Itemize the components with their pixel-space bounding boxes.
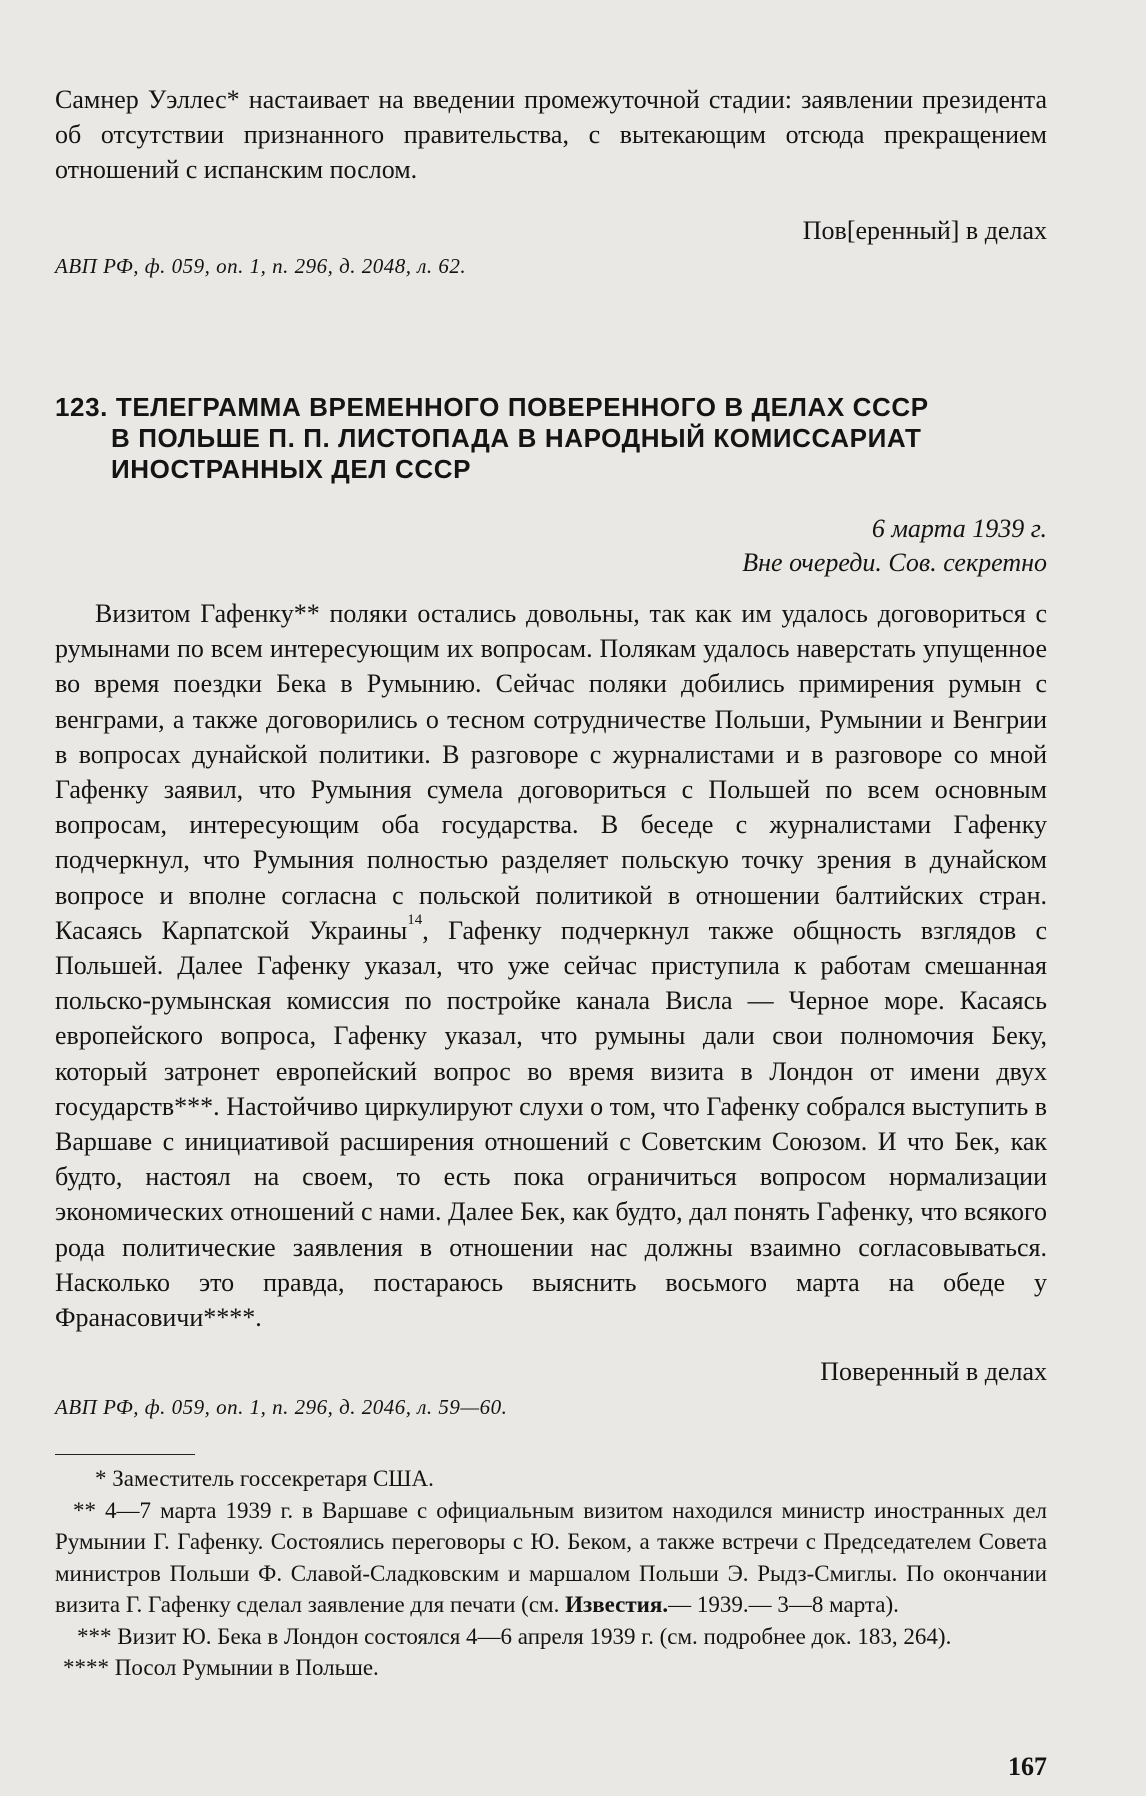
footnotes	[55, 1463, 1047, 1684]
previous-document-signature: Пов[еренный] в делах	[802, 215, 1047, 245]
previous-document-paragraph: Самнер Уэллес* настаивает на введении промежуточной стадии: заявлении президента об отсутствии признанного правительства, с вытекающим отсюда прекращением отношений с испанским послом.	[55, 85, 1047, 185]
document-body	[55, 596, 1047, 1420]
footnote-separator	[55, 1454, 195, 1455]
footnote-3: *** Визит Ю. Бека в Лондон состоялся 4—6 апреля 1939 г. (см. подробнее док. 183, 264).	[77, 1623, 952, 1649]
previous-document-archive-reference: АВП РФ, ф. 059, оп. 1, п. 296, д. 2048, л. 62.	[55, 253, 467, 278]
title-line-3: ИНОСТРАННЫХ ДЕЛ СССР	[111, 454, 472, 484]
footnote-reference-14: 14	[407, 911, 423, 928]
telegram-text: Визитом Гафенку** поляки остались довольны, так как им удалось договориться с румынами по всем интересующим их вопросам. Полякам удалось наверстать упущенное во время поездки Бека в Румынию. Сейчас поляки добились примирения румын с венграми, а также договорились о тесном сотрудничестве Польши, Румынии и Венгрии в вопросах дунайской политики. В разговоре с журналистами и в разговоре со мной Гафенку заявил, что Румыния сумела договориться с Польшей по всем основным вопросам, интересующим оба государства. В беседе с журналистами Гафенку подчеркнул, что Румыния полностью разделяет польскую точку зрения в дунайском вопросе и вполне согласна с польской политикой в отношении балтийских стран. Касаясь Карпатской Украины$^{14}$, Гафенку подчеркнул также общность взглядов с Польшей. Далее Гафенку указал, что уже сейчас приступила к работам смешанная польско-румынская комиссия по постройке канала Висла — Черное море. Касаясь европейского вопроса, Гафенку указал, что румыны дали свои полномочия Беку, который затронет европейский вопрос во время визита в Лондон от имени двух государств***. Настойчиво циркулируют слухи о том, что Гафенку собрался выступить в Варшаве с инициативой расширения отношений с Советским Союзом. И что Бек, как будто, настоял на своем, то есть пока ограничиться вопросом нормализации экономических отношений с нами. Далее Бек, как будто, дал понять Гафенку, что всякого рода политические заявления в отношении нас должны взаимно согласовываться. Насколько это правда, постараюсь выяснить восьмого марта на обеде у Франасовичи****.	[55, 599, 1047, 1333]
newspaper-title: Известия.	[565, 1592, 669, 1617]
footnote-4: **** Посол Румынии в Польше.	[63, 1655, 379, 1680]
page-number: 167	[1008, 1752, 1047, 1781]
document-archive-reference: АВП РФ, ф. 059, оп. 1, п. 296, д. 2046, л. 59—60.	[55, 1395, 508, 1420]
document-heading	[55, 392, 1047, 485]
document-title	[55, 392, 1047, 485]
document-number: 123.	[55, 392, 109, 422]
title-line-1: 123. ТЕЛЕГРАММА ВРЕМЕННОГО ПОВЕРЕННОГО В ДЕЛАХ СССР	[55, 392, 929, 422]
document-classification: Вне очереди. Сов. секретно	[742, 548, 1047, 577]
footnote-1: * Заместитель госсекретаря США.	[95, 1466, 434, 1491]
title-line-2: В ПОЛЬШЕ П. П. ЛИСТОПАДА В НАРОДНЫЙ КОМИССАРИАТ	[111, 423, 922, 453]
footnote-2: ** 4—7 марта 1939 г. в Варшаве с официальным визитом находился министр иностранных дел Румынии Г. Гафенку. Состоялись переговоры с Ю. Беком, а также встречи с Председателем Совета министров Польши Ф. Славой-Сладковским и маршалом Польши Э. Рыдз-Смиглы. По окончании визита Г. Гафенку сделал заявление для печати (см. Известия.— 1939.— 3—8 марта).	[55, 1497, 1048, 1617]
previous-document-tail	[55, 82, 1047, 279]
document-date: 6 марта 1939 г.	[871, 514, 1047, 543]
document-signature: Поверенный в делах	[820, 1357, 1047, 1387]
document-dateline	[55, 512, 1047, 580]
